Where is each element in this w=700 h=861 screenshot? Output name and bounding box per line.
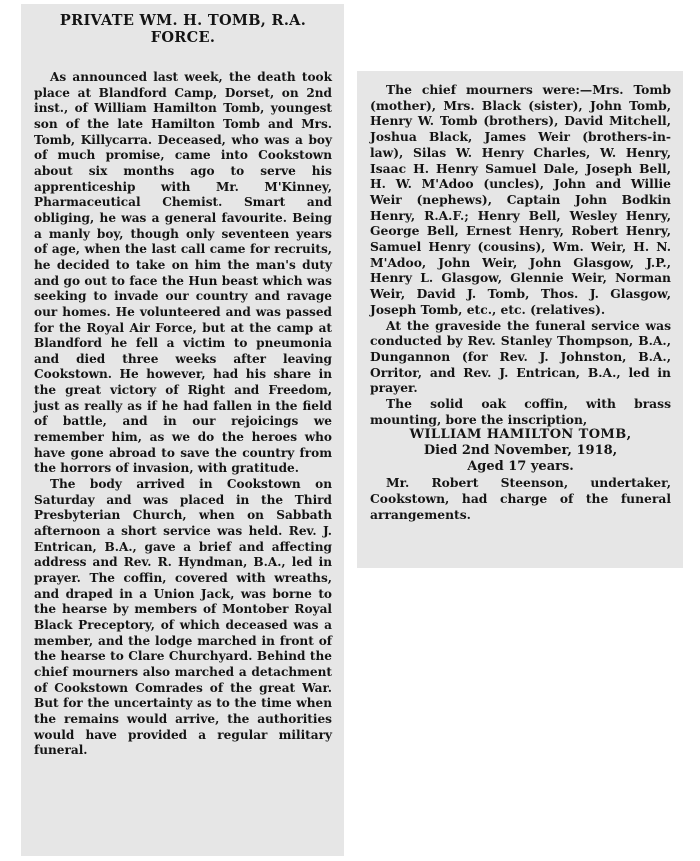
paragraph-undertaker: Mr. Robert Steenson, undertaker, Cookstown, had charge of the funeral arrangements. [370, 475, 671, 522]
inscription-age: Aged 17 years. [467, 459, 574, 475]
inscription-date: Died 2nd November, 1918, [423, 443, 618, 459]
headline-line-2: FORCE. [150, 29, 216, 46]
inscription-name: WILLIAM HAMILTON TOMB, [409, 427, 632, 443]
paragraph-coffin-inscription: The solid oak coffin, with brass mounting, bore the inscription, [370, 396, 671, 427]
headline-line-1: PRIVATE WM. H. TOMB, R.A. [59, 12, 307, 29]
newspaper-clipping-left-column [21, 4, 344, 856]
paragraph-graveside-service: At the graveside the funeral service was conducted by Rev. Stanley Thompson, B.A., Dungannon (for Rev. J. Johnston, B.A., Orritor, and Rev. J. Entrican, B.A., led in prayer. [370, 317, 671, 396]
newspaper-clipping-right-column [357, 71, 683, 568]
paragraph-funeral-procession: The body arrived in Cookstown on Saturday and was placed in the Third Presbyterian Church, when on Sabbath afternoon a short service was held. Rev. J. Entrican, B.A., gave a brief and affecting address and Rev. R. Hyndman, B.A., led in prayer. The coffin, covered with wreaths, and draped in a Union Jack, was borne to the hearse by members of Montober Royal Black Preceptory, of which deceased was a member, and the lodge marched in front of the hearse to Clare Churchyard. Behind the chief mourners also marched a detachment of Cookstown Comrades of the great War. But for the uncertainty as to the time when the remains would arrive, the authorities would have provided a regular military funeral. [34, 477, 332, 758]
paragraph-death-announcement: As announced last week, the death took place at Blandford Camp, Dorset, on 2nd inst., of William Hamilton Tomb, youngest son of the late Hamilton Tomb and Mrs. Tomb, Killycarra. Deceased, who was a boy of much promise, came into Cookstown about six months ago to serve his apprenticeship with Mr. M'Kinney, Pharmaceutical Chemist. Smart and obliging, he was a general favourite. Being a manly boy, though only seventeen years of age, when the last call came for recruits, he decided to take on him the man's duty and go out to face the Hun beast which was seeking to invade our country and ravage our homes. He volunteered and was passed for the Royal Air Force, but at the camp at Blandford he fell a victim to pneumonia and died three weeks after leaving Cookstown. He however, had his share in the great victory of Right and Freedom, just as really as if he had fallen in the field of battle, and in our rejoicings we remember him, as we do the heroes who have gone abroad to save the country from the horrors of invasion, with gratitude. [34, 70, 332, 476]
article-headline [34, 12, 332, 46]
paragraph-chief-mourners: The chief mourners were:—Mrs. Tomb (mother), Mrs. Black (sister), John Tomb, Henry W. Tomb (brothers), David Mitchell, Joshua Black, James Weir (brothers-in-law), Silas W. Henry Charles, W. Henry, Isaac H. Henry Samuel Dale, Joseph Bell, H. W. M'Adoo (uncles), John and Willie Weir (nephews), Captain John Bodkin Henry, R.A.F.; Henry Bell, Wesley Henry, George Bell, Ernest Henry, Robert Henry, Samuel Henry (cousins), Wm. Weir, H. N. M'Adoo, John Weir, John Glasgow, J.P., Henry L. Glasgow, Glennie Weir, Norman Weir, David J. Tomb, Thos. J. Glasgow, Joseph Tomb, etc., etc. (relatives). [370, 82, 671, 317]
